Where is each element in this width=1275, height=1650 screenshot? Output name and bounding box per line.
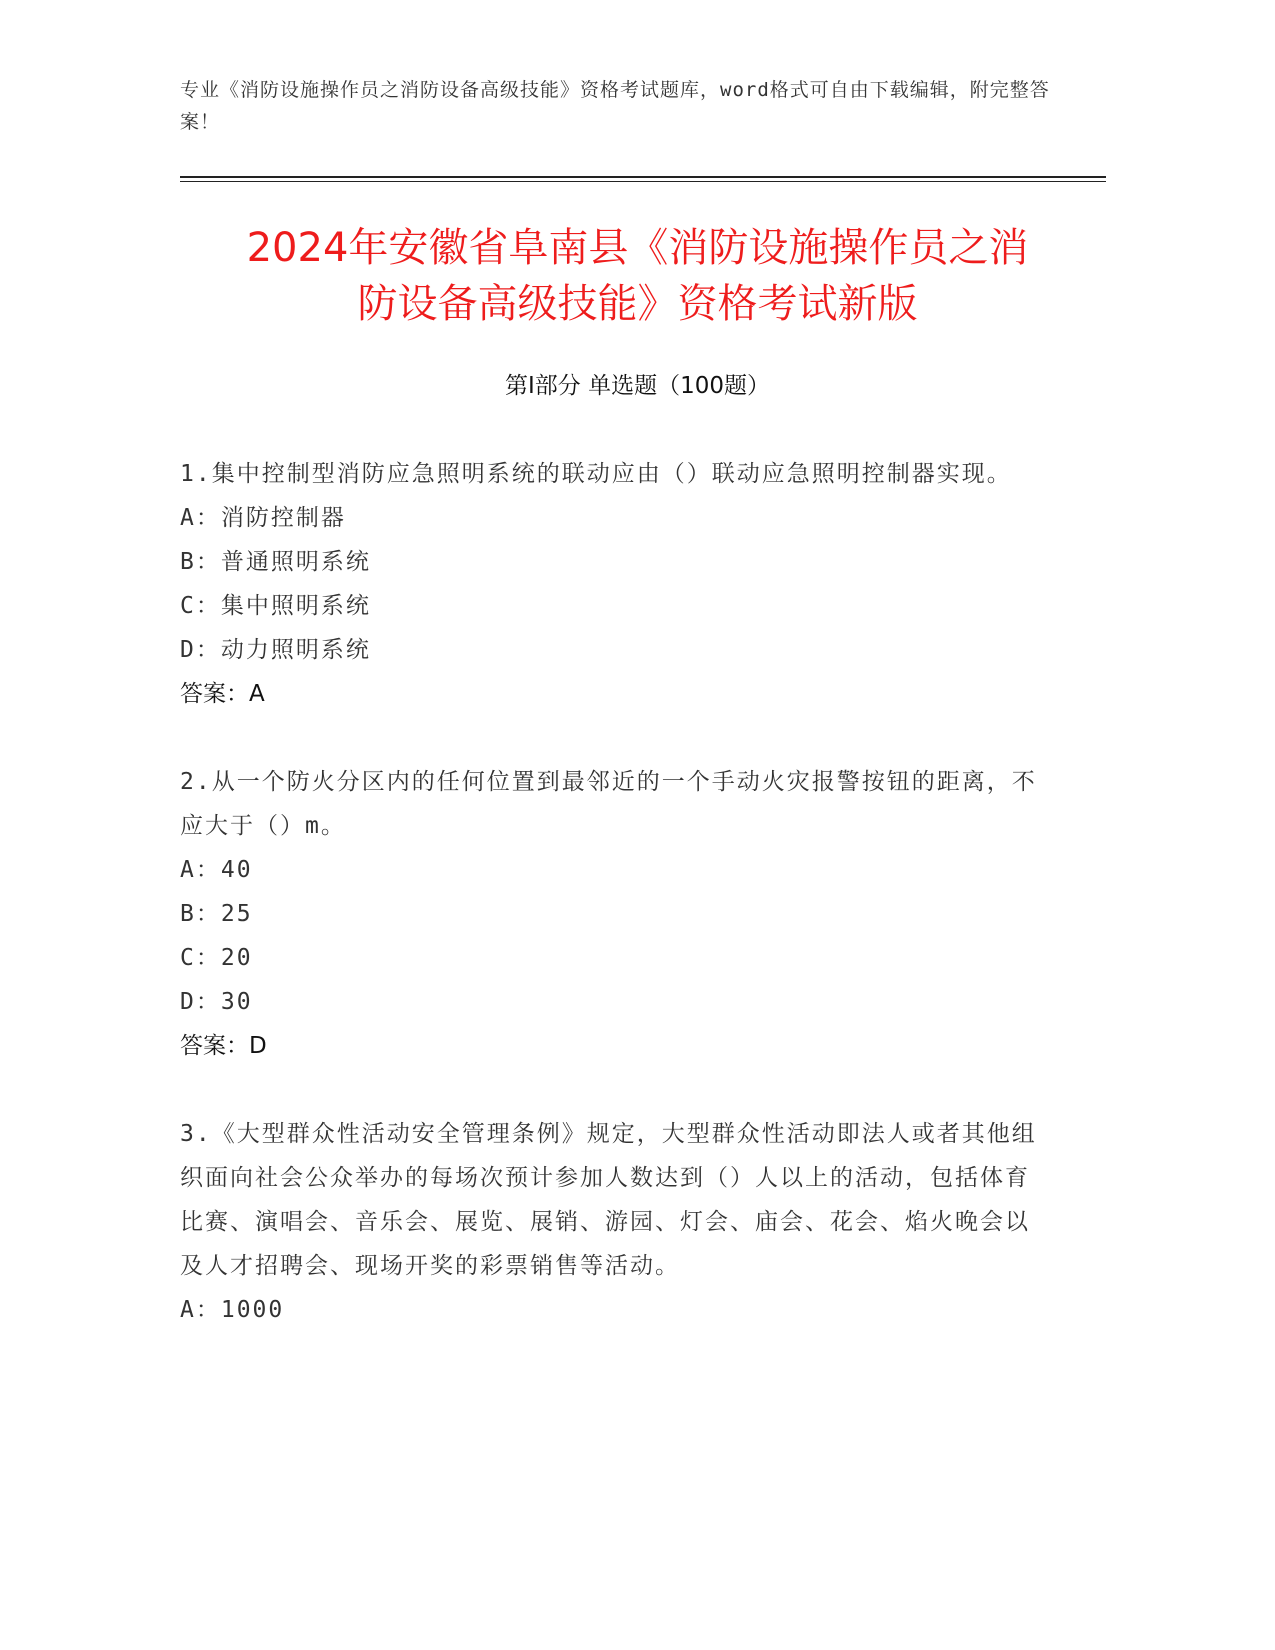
document-title — [140, 220, 1135, 332]
document-title-line-2: 防设备高级技能》资格考试新版 — [357, 281, 918, 327]
question-1 — [180, 452, 1040, 716]
question-list — [180, 452, 1040, 1376]
header-divider-thin — [180, 181, 1106, 182]
answer: 答案：D — [180, 1033, 267, 1059]
option-d: D：30 — [180, 989, 253, 1015]
section-title: 第I部分 单选题（100题） — [505, 373, 770, 399]
option-a: A：40 — [180, 857, 253, 883]
question-stem: 3.《大型群众性活动安全管理条例》规定，大型群众性活动即法人或者其他组织面向社会公众举办的每场次预计参加人数达到（）人以上的活动，包括体育比赛、演唱会、音乐会、展览、展销、游园、灯会、庙会、花会、焰火晚会以及人才招聘会、现场开奖的彩票销售等活动。 — [180, 1121, 1037, 1279]
answer: 答案：A — [180, 681, 265, 707]
question-2 — [180, 760, 1040, 1068]
option-c: C：20 — [180, 945, 253, 971]
option-a: A：消防控制器 — [180, 505, 346, 531]
question-stem: 2.从一个防火分区内的任何位置到最邻近的一个手动火灾报警按钮的距离，不应大于（）m。 — [180, 769, 1037, 839]
header-divider-thick — [180, 176, 1106, 178]
question-stem: 1.集中控制型消防应急照明系统的联动应由（）联动应急照明控制器实现。 — [180, 461, 1012, 487]
option-c: C：集中照明系统 — [180, 593, 371, 619]
option-b: B：25 — [180, 901, 253, 927]
document-title-line-1: 2024年安徽省阜南县《消防设施操作员之消 — [246, 225, 1029, 271]
option-b: B：普通照明系统 — [180, 549, 371, 575]
option-d: D：动力照明系统 — [180, 637, 371, 663]
option-a: A：1000 — [180, 1297, 285, 1323]
header-note: 专业《消防设施操作员之消防设备高级技能》资格考试题库，word格式可自由下载编辑，附完整答案！ — [180, 79, 1050, 133]
question-3 — [180, 1112, 1040, 1332]
